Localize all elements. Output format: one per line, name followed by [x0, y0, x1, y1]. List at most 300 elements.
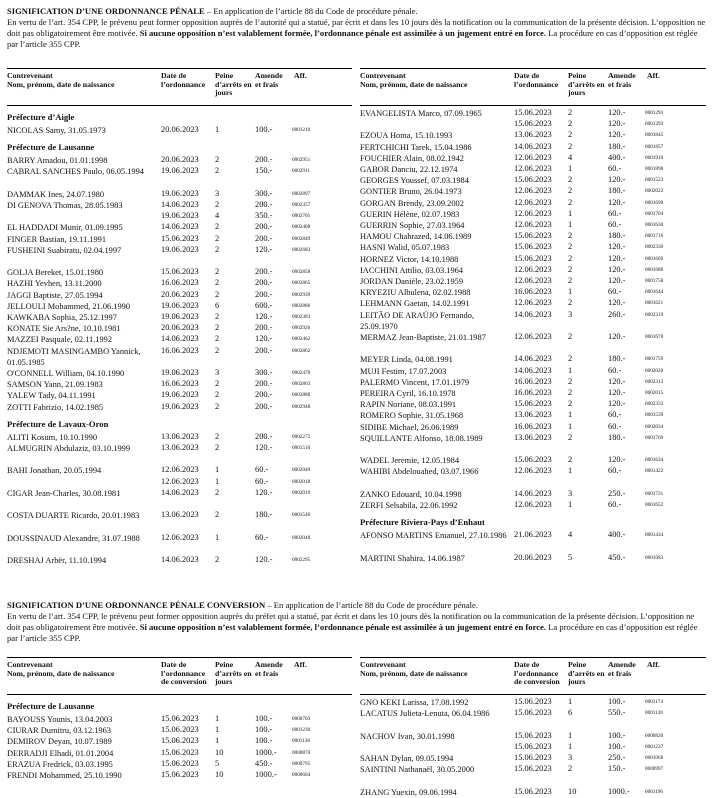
contrevenant-name: ROMERO Sophie, 31.05.1968	[360, 411, 464, 421]
contrevenant-name: GUERRIN Sophie, 27.03.1964	[360, 221, 465, 230]
table-row	[360, 354, 706, 365]
peine-days: 2	[568, 175, 573, 185]
affaire-ref: 0001845	[645, 132, 664, 139]
affaire-ref: 0002019	[292, 489, 311, 496]
order-date: 14.06.2023	[161, 200, 199, 209]
order-date: 15.06.2023	[161, 736, 199, 746]
amende-amount: 120.-	[608, 108, 626, 117]
affaire-ref: 0000604	[292, 772, 311, 778]
prefecture-heading: Préfecture Riviera-Pays d’Enhaut	[360, 517, 485, 528]
affaire-ref: 0001237	[645, 743, 664, 750]
peine-days: 2	[215, 334, 220, 344]
contrevenant-name: WADEL Jeremie, 12.05.1984	[360, 456, 460, 466]
table-row	[7, 510, 352, 532]
contrevenant-name: FOUCHIER Alain, 08.02.1942	[360, 153, 464, 163]
table-row	[7, 166, 352, 188]
amende-amount: 60.-	[608, 500, 622, 509]
order-date: 14.06.2023	[161, 487, 199, 497]
affaire-ref: 0002462	[292, 336, 311, 343]
affaire-ref: 0001174	[645, 699, 663, 705]
affaire-ref: 0002295	[292, 557, 311, 563]
table-row	[7, 189, 352, 200]
amende-amount: 100.-	[608, 741, 626, 751]
contrevenant-name: ALITI Kosum, 10.10.1990	[7, 432, 98, 442]
order-date: 12.06.2023	[514, 332, 552, 341]
intro-bold-text-2: Si aucune opposition n’est valablement formée, l’ordonnance pénale est assimilée à un jugement entré en force.	[139, 622, 547, 632]
table-row	[360, 254, 706, 265]
order-date: 12.06.2023	[514, 164, 552, 173]
contrevenant-name: SIDIBE Michael, 26.06.1989	[360, 422, 459, 432]
amende-amount: 180.-	[608, 432, 626, 442]
affaire-ref: 0002886	[292, 302, 311, 309]
affaire-ref: 0002951	[292, 157, 311, 164]
amende-amount: 260.-	[608, 309, 626, 319]
amende-amount: 180.-	[608, 231, 626, 241]
table-row	[360, 388, 706, 399]
amende-amount: 300.-	[255, 188, 273, 198]
contrevenant-name: SQUILLANTE Alfonso, 18.08.1989	[360, 433, 483, 443]
peine-days: 3	[568, 753, 573, 762]
amende-amount: 1000.-	[608, 786, 630, 796]
order-date: 14.06.2023	[514, 365, 552, 375]
contrevenant-name: DEMIROV Deyan, 10.07.1989	[7, 737, 112, 747]
affaire-ref: 0002939	[292, 291, 311, 298]
amende-amount: 120.-	[608, 130, 626, 140]
header-peine: Peine d’arrêts en jours	[215, 71, 252, 98]
affaire-ref: 0001621	[645, 300, 664, 307]
table-row	[360, 455, 706, 466]
order-date: 20.06.2023	[161, 323, 199, 333]
table-row	[7, 155, 352, 166]
amende-amount: 120.-	[608, 253, 626, 263]
order-date: 14.06.2023	[161, 334, 199, 344]
affaire-ref: 0002357	[292, 202, 311, 208]
order-date: 15.06.2023	[514, 741, 552, 751]
order-date: 16.06.2023	[514, 421, 552, 431]
affaire-ref: 0001138	[292, 738, 310, 745]
contrevenant-name: O'CONNELL William, 04.10.1990	[7, 369, 125, 378]
affaire-ref: 0002048	[292, 534, 311, 541]
table-row	[7, 759, 352, 770]
amende-amount: 300.-	[255, 368, 273, 377]
peine-days: 2	[568, 186, 573, 196]
amende-amount: 450.-	[608, 552, 626, 562]
contrevenant-name: AFONSO MARTINS Emanuel, 27.10.1986	[360, 531, 507, 541]
contrevenant-name: EL HADDADI Munir, 01.09.1995	[7, 223, 123, 233]
peine-days: 1	[568, 466, 573, 476]
table-row	[7, 533, 352, 555]
affaire-ref: 0002863	[292, 381, 311, 388]
table-row	[360, 764, 706, 786]
amende-amount: 100.-	[255, 125, 273, 134]
header-contrevenant	[7, 72, 114, 89]
table-row	[360, 287, 706, 298]
order-date: 12.06.2023	[514, 298, 552, 308]
contrevenant-name: LACATUS Julieta-Lenuta, 06.04.1986	[360, 709, 490, 719]
header-aff: Aff.	[294, 660, 307, 669]
affaire-ref: 0001523	[645, 177, 664, 184]
affaire-ref: 0001678	[645, 334, 664, 340]
contrevenant-name: MAZZEI Pasquale, 02.11.1992	[7, 335, 113, 345]
affaire-ref: 0001293	[645, 121, 664, 128]
table-row	[360, 198, 706, 209]
peine-days: 2	[215, 312, 220, 321]
peine-days: 2	[568, 197, 573, 207]
peine-days: 1	[568, 208, 573, 218]
affaire-ref: 0001758	[645, 278, 664, 284]
section-title-rest: – En application de l’article 88 du Code de procédure pénale.	[204, 6, 418, 16]
order-date: 12.06.2023	[514, 466, 552, 476]
order-date: 16.06.2023	[161, 345, 199, 355]
order-date: 15.06.2023	[514, 119, 552, 129]
order-date: 14.06.2023	[514, 141, 552, 151]
order-date: 15.06.2023	[161, 725, 199, 735]
table-row	[360, 108, 706, 130]
table-header	[360, 68, 706, 106]
table-row	[7, 770, 352, 781]
peine-days: 1	[215, 476, 220, 486]
table-header	[7, 657, 352, 695]
order-date: 16.06.2023	[161, 278, 199, 288]
contrevenant-name: ZANKO Edouard, 10.04.1998	[360, 489, 462, 499]
table-row	[360, 310, 706, 332]
contrevenant-name: FUSHEINI Suabiratu, 02.04.1997	[7, 245, 122, 255]
contrevenant-name: HAZHI Yevhen, 13.11.2000	[7, 279, 102, 289]
contrevenant-name: JAGGI Baptiste, 27.05.1994	[7, 290, 103, 300]
amende-amount: 120.-	[608, 399, 626, 409]
table-row	[7, 278, 352, 289]
affaire-ref: 0001210	[292, 127, 311, 133]
header-contrevenant	[360, 72, 467, 89]
peine-days: 2	[568, 298, 573, 308]
amende-amount: 60.-	[608, 220, 622, 229]
table-row	[7, 555, 352, 566]
affaire-ref: 0002911	[292, 168, 310, 175]
contrevenant-name: FERTCHICHI Tarek, 15.04.1986	[360, 142, 472, 152]
amende-amount: 150.-	[608, 764, 626, 774]
table-row	[360, 186, 706, 197]
header-contrevenant-label: Contrevenant	[7, 660, 53, 669]
affaire-ref: 0001546	[292, 512, 311, 519]
amende-amount: 400.-	[608, 152, 626, 162]
intro-paragraph-title-2	[7, 600, 707, 611]
peine-days: 2	[568, 388, 573, 397]
amende-amount: 100.-	[255, 725, 273, 735]
amende-amount: 120.-	[608, 455, 626, 465]
affaire-ref: 0001293	[645, 110, 664, 116]
amende-amount: 450.-	[255, 758, 273, 768]
affaire-ref: 0002034	[645, 423, 664, 430]
amende-amount: 120.-	[608, 332, 626, 341]
peine-days: 1	[215, 465, 220, 475]
amende-amount: 200.-	[255, 323, 273, 333]
amende-amount: 200.-	[255, 222, 273, 232]
affaire-ref: 0002865	[292, 280, 311, 287]
affaire-ref: 0002478	[292, 370, 311, 376]
table-row	[360, 220, 706, 231]
table-row	[360, 697, 706, 708]
contrevenant-name: GONTIER Bruno, 26.04.1973	[360, 187, 462, 197]
table-row	[7, 312, 352, 323]
affaire-ref: 0001857	[645, 143, 664, 150]
table-row	[7, 390, 352, 401]
peine-days: 1	[215, 725, 220, 735]
amende-amount: 550.-	[608, 708, 626, 718]
order-date: 13.06.2023	[514, 410, 552, 420]
order-date: 12.06.2023	[514, 264, 552, 274]
table-row	[7, 736, 352, 747]
peine-days: 2	[215, 390, 220, 400]
affaire-ref: 0002383	[292, 314, 311, 320]
table-row	[360, 422, 706, 433]
header-contrevenant-label: Contrevenant	[360, 660, 406, 669]
prefecture-heading: Préfecture d’Aigle	[7, 112, 75, 122]
affaire-ref: 0002330	[645, 244, 664, 251]
peine-days: 2	[568, 399, 573, 409]
header-amende: Amende et frais	[255, 660, 283, 678]
peine-days: 2	[568, 764, 573, 774]
order-date: 19.06.2023	[161, 188, 199, 198]
header-aff: Aff.	[294, 71, 307, 80]
amende-amount: 180.-	[608, 354, 626, 364]
peine-days: 2	[215, 222, 220, 232]
amende-amount: 200.-	[255, 431, 273, 441]
peine-days: 10	[568, 786, 577, 796]
table-row	[7, 334, 352, 345]
affaire-ref: 0001196	[645, 788, 663, 795]
contrevenant-name: GUERIN Hélène, 02.07.1983	[360, 209, 460, 219]
contrevenant-name: FINGER Bastian, 19.11.1991	[7, 234, 107, 244]
peine-days: 4	[215, 211, 220, 221]
header-contrevenant	[360, 661, 467, 678]
peine-days: 2	[215, 278, 220, 288]
peine-days: 1	[568, 421, 573, 431]
contrevenant-name: EZOUA Homa, 15.10.1993	[360, 131, 453, 141]
affaire-ref: 0001669	[645, 255, 664, 262]
affaire-ref: 0002018	[292, 478, 311, 485]
table-left	[7, 68, 352, 565]
table-row	[360, 164, 706, 175]
order-date: 19.06.2023	[161, 390, 199, 400]
amende-amount: 60.-	[608, 421, 622, 431]
order-date: 20.06.2023	[161, 155, 199, 165]
order-date: 19.06.2023	[161, 401, 199, 411]
amende-amount: 60.-	[608, 208, 622, 218]
order-date: 15.06.2023	[514, 399, 552, 409]
order-date: 13.06.2023	[514, 432, 552, 442]
amende-amount: 200.-	[255, 401, 273, 411]
intro-text: En vertu de l’art. 354 CPP, le prévenu peut former opposition auprès de l’autorité qui a statué, par écrit et dans les 10 jours dès la notification ou la communication de la présente décision. L’opposition ne doit pas obligatoirement être motivée.	[7, 17, 706, 38]
amende-amount: 120.-	[608, 264, 626, 274]
section-intro-1	[7, 6, 707, 50]
table-row	[7, 402, 352, 413]
order-date: 15.06.2023	[514, 455, 552, 465]
table-row	[360, 142, 706, 153]
order-date: 12.06.2023	[514, 220, 552, 229]
table-row	[360, 433, 706, 455]
contrevenant-name: ZOTTI Fabrizio, 14.02.1985	[7, 402, 104, 412]
affaire-ref: 0001634	[645, 457, 664, 464]
order-date: 15.06.2023	[514, 242, 552, 252]
affaire-ref: 0001731	[645, 490, 664, 497]
peine-days: 2	[568, 108, 573, 117]
affaire-ref: 0001690	[645, 199, 664, 206]
table-row	[360, 466, 706, 488]
affaire-ref: 0002849	[292, 235, 311, 242]
affaire-ref: 0001910	[645, 154, 664, 161]
affaire-ref: 0001644	[645, 289, 664, 296]
amende-amount: 120.-	[255, 334, 273, 344]
contrevenant-name: NDJEMOTI MASINGAMBO Yannick, 01.05.1985	[7, 346, 141, 367]
affaire-ref: 0000870	[292, 749, 311, 756]
contrevenant-name: GOLJA Bereket, 15.01.1980	[7, 268, 104, 278]
table-row	[360, 366, 706, 377]
table-row	[360, 242, 706, 253]
section-intro-2	[7, 600, 707, 644]
order-date: 16.06.2023	[514, 388, 552, 397]
order-date: 15.06.2023	[514, 231, 552, 241]
contrevenant-name: JELLOULI Mohammed, 21.06.1990	[7, 301, 131, 311]
affaire-ref: 0001136	[645, 710, 663, 717]
peine-days: 1	[568, 287, 573, 297]
affaire-ref: 0002683	[292, 246, 311, 253]
contrevenant-name: SAINTINI Nathanaël, 30.05.2000	[360, 765, 475, 775]
order-date: 20.06.2023	[514, 552, 552, 562]
peine-days: 1	[568, 730, 573, 740]
order-date: 15.06.2023	[514, 730, 552, 740]
contrevenant-name: NICOLAS Samy, 31.05.1973	[7, 126, 106, 135]
order-date: 19.06.2023	[161, 166, 199, 176]
contrevenant-name: FRENDI Mohammed, 25.10.1990	[7, 771, 122, 780]
table-row	[7, 245, 352, 267]
order-date: 15.06.2023	[514, 253, 552, 263]
order-date: 15.06.2023	[161, 267, 199, 277]
header-amende: Amende et frais	[608, 71, 636, 89]
affaire-ref: 0001683	[645, 554, 664, 561]
affaire-ref: 0001680	[645, 266, 664, 273]
amende-amount: 100.-	[608, 697, 626, 706]
table-row	[360, 231, 706, 242]
contrevenant-name: BAHI Jonathan, 20.05.1994	[7, 466, 102, 476]
conversion-table-left	[7, 657, 352, 780]
conversion-table-right	[360, 657, 706, 797]
affaire-ref: 0001422	[645, 468, 664, 475]
peine-days: 2	[568, 231, 573, 241]
contrevenant-name: SAHAN Dylan, 09.05.1994	[360, 754, 454, 763]
table-row	[7, 267, 352, 278]
order-date: 15.06.2023	[514, 708, 552, 718]
order-date: 12.06.2023	[514, 152, 552, 162]
amende-amount: 120.-	[608, 242, 626, 252]
affaire-ref: 0001434	[645, 532, 664, 539]
peine-days: 6	[568, 708, 573, 718]
table-right	[360, 68, 706, 563]
peine-days: 2	[215, 487, 220, 497]
contrevenant-name: EVANGELISTA Marco, 07.09.1965	[360, 109, 482, 118]
affaire-ref: 0001068	[645, 755, 664, 761]
amende-amount: 350.-	[255, 211, 273, 221]
peine-days: 2	[568, 264, 573, 274]
peine-days: 2	[215, 200, 220, 209]
peine-days: 1	[215, 532, 220, 542]
table-row	[7, 725, 352, 736]
peine-days: 1	[568, 410, 573, 420]
section-title: SIGNIFICATION D’UNE ORDONNANCE PÉNALE	[7, 6, 205, 16]
amende-amount: 60.-	[608, 466, 622, 476]
affaire-ref: 0002272	[292, 433, 311, 440]
contrevenant-name: GNO KEKI Larissa, 17.08.1992	[360, 698, 469, 707]
contrevenant-name: MUJI Festim, 17.07.2003	[360, 366, 447, 376]
amende-amount: 120.-	[608, 376, 626, 386]
order-date: 15.06.2023	[514, 108, 552, 117]
contrevenant-name: ERAZUA Fredrick, 03.03.1995	[7, 759, 113, 769]
amende-amount: 250.-	[608, 488, 626, 498]
table-row	[360, 500, 706, 511]
table-row	[360, 130, 706, 141]
peine-days: 3	[568, 309, 573, 319]
peine-days: 5	[215, 758, 220, 768]
contrevenant-name: DI GENOVA Thomas, 28.05.1983	[7, 201, 123, 210]
order-date: 12.06.2023	[514, 186, 552, 196]
order-date: 19.06.2023	[161, 312, 199, 321]
order-date: 15.06.2023	[161, 758, 199, 768]
order-date: 13.06.2023	[161, 510, 199, 520]
table-row	[360, 298, 706, 309]
order-date: 16.06.2023	[514, 287, 552, 297]
peine-days: 6	[215, 300, 220, 310]
amende-amount: 120.-	[608, 119, 626, 129]
peine-days: 2	[568, 276, 573, 285]
header-contrevenant-label: Contrevenant	[360, 71, 406, 80]
affaire-ref: 0001230	[292, 727, 311, 734]
table-header	[7, 68, 352, 106]
header-peine: Peine d’arrêts en jours	[568, 660, 605, 687]
amende-amount: 200.-	[255, 390, 273, 400]
amende-amount: 400.-	[608, 530, 626, 540]
peine-days: 2	[215, 510, 220, 520]
peine-days: 2	[568, 332, 573, 341]
affaire-ref: 0002926	[292, 325, 311, 332]
contrevenant-name: JORDAN Danièle, 23.02.1959	[360, 277, 464, 286]
contrevenant-name: IACCHINI Attilio, 03.03.1964	[360, 265, 464, 275]
header-contrevenant	[7, 661, 114, 678]
contrevenant-name: KRYEZIU Albulena, 02.02.1988	[360, 288, 471, 298]
affaire-ref: 0002408	[292, 224, 311, 231]
contrevenant-name: SAMSON Yann, 21.09.1983	[7, 380, 103, 390]
contrevenant-name: WAHIBI Abdelouahed, 03.07.1966	[360, 467, 479, 477]
affaire-ref: 0000997	[645, 766, 664, 773]
amende-amount: 600.-	[255, 300, 273, 310]
order-date: 14.06.2023	[161, 555, 199, 564]
order-date: 15.06.2023	[514, 175, 552, 185]
table-row	[7, 346, 352, 368]
header-date: Date de l’ordonnance	[514, 71, 559, 89]
affaire-ref: 0001510	[292, 445, 311, 451]
intro-bold-text: Si aucune opposition n’est valablement formée, l’ordonnance pénale est assimilée à un jugement entré en force.	[139, 28, 547, 38]
amende-amount: 120.-	[255, 555, 273, 564]
peine-days: 2	[568, 119, 573, 129]
order-date: 20.06.2023	[161, 289, 199, 299]
order-date: 12.06.2023	[514, 197, 552, 207]
amende-amount: 200.-	[255, 345, 273, 355]
header-aff: Aff.	[647, 71, 660, 80]
peine-days: 2	[215, 289, 220, 299]
table-row	[360, 753, 706, 764]
order-date: 15.06.2023	[514, 764, 552, 774]
affaire-ref: 0002858	[292, 269, 311, 276]
table-row	[360, 708, 706, 730]
table-row	[7, 748, 352, 759]
